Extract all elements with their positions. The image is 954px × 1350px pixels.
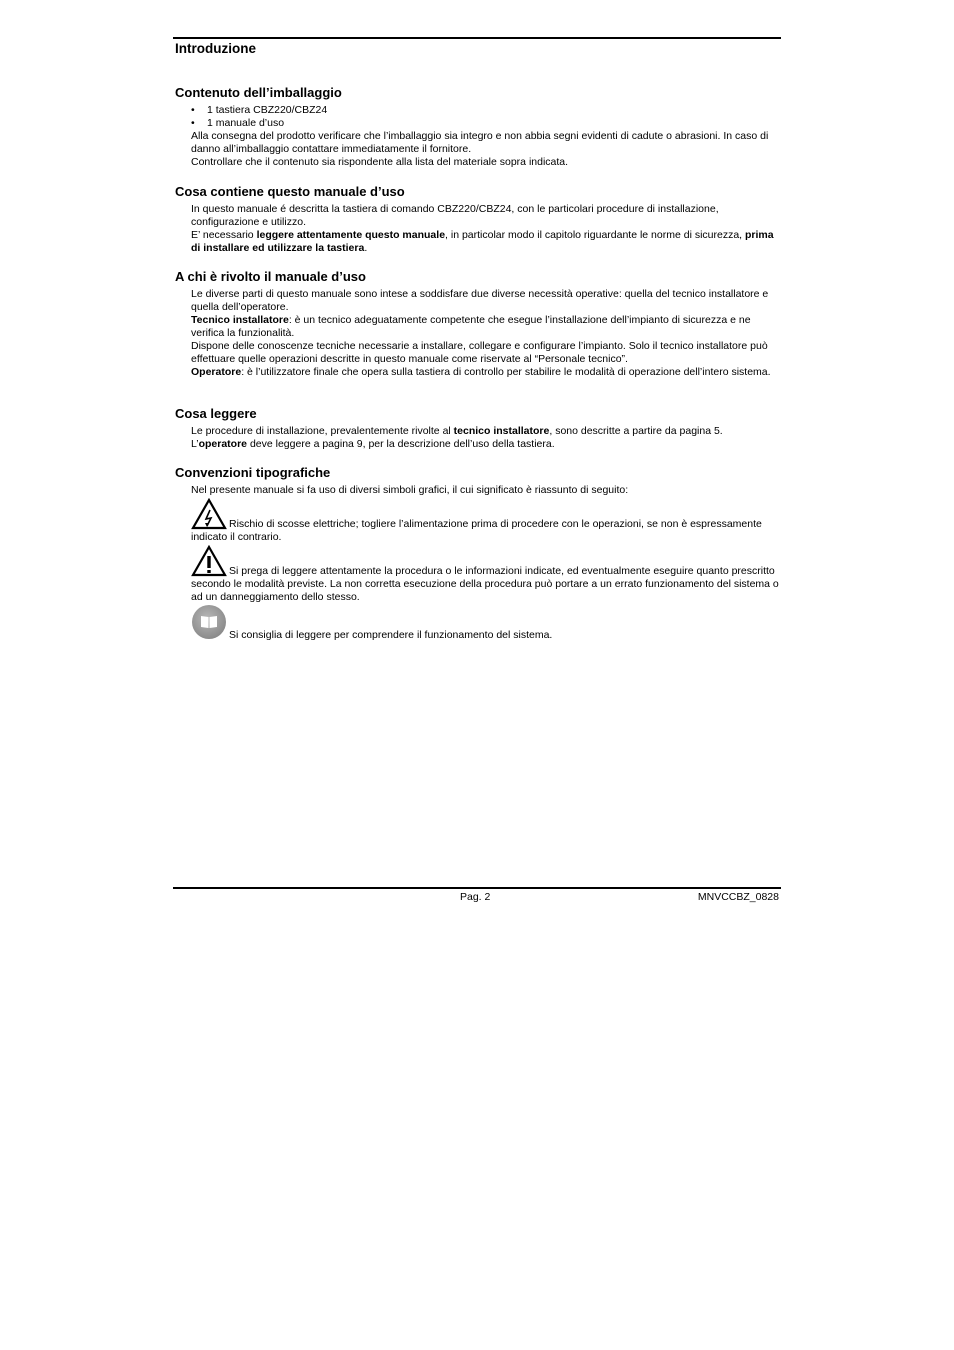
electric-shock-text: Rischio di scosse elettriche; togliere l’alimentazione prima di procedere con le operazioni, se non è espressamente indicato il contrario. — [191, 518, 762, 543]
paragraph: Le procedure di installazione, prevalentemente rivolte al tecnico installatore, sono descritte a partire da pagina 5. — [191, 425, 723, 437]
footer-rule — [173, 887, 781, 889]
section-title-manual: Cosa contiene questo manuale d’uso — [175, 184, 405, 199]
section-title-packaging: Contenuto dell’imballaggio — [175, 85, 342, 100]
book-text: Si consiglia di leggere per comprendere il funzionamento del sistema. — [229, 629, 553, 641]
paragraph: L’operatore deve leggere a pagina 9, per la descrizione dell’uso della tastiera. — [191, 438, 555, 450]
paragraph: Tecnico installatore: è un tecnico adeguatamente competente che esegue l’installazione dell’impianto di sicurezza e ne verifica la funzionalità. — [191, 314, 751, 339]
section-title-audience: A chi è rivolto il manuale d’uso — [175, 269, 366, 284]
document-code: MNVCCBZ_0828 — [697, 891, 779, 903]
paragraph: Dispone delle conoscenze tecniche necessarie a installare, collegare e configurare l’impianto. Solo il tecnico installatore può effettuare quelle operazioni descritte in questo manuale come riservate al “Personale tecnico”. — [191, 340, 768, 365]
paragraph: Operatore: è l’utilizzatore finale che opera sulla tastiera di controllo per stabilire le modalità di operazione dell’intero sistema. — [191, 366, 771, 378]
paragraph: Controllare che il contenuto sia rispondente alla lista del materiale sopra indicata. — [191, 156, 569, 168]
paragraph: E’ necessario leggere attentamente questo manuale, in particolar modo il capitolo riguardante le norme di sicurezza, prima di installare ed utilizzare la tastiera. — [191, 229, 774, 254]
warning-text: Si prega di leggere attentamente la procedura o le informazioni indicate, ed eventualmente eseguire quanto prescritto secondo le modalità previste. La non corretta esecuzione della procedura può portare a un errato funzionamento del sistema o ad un danneggiamento dello stesso. — [191, 565, 779, 603]
page-title: Introduzione — [175, 41, 256, 56]
section-title-conventions: Convenzioni tipografiche — [175, 465, 331, 480]
header-rule — [173, 37, 781, 39]
page-number: Pag. 2 — [460, 891, 491, 903]
book-icon — [191, 604, 227, 645]
section-body-manual — [191, 203, 781, 255]
paragraph: Le diverse parti di questo manuale sono intese a soddisfare due diverse necessità operative: quella del tecnico installatore e quella dell’operatore. — [191, 288, 769, 313]
list-item: • 1 manuale d’uso — [191, 117, 285, 129]
list-item: • 1 tastiera CBZ220/CBZ24 — [191, 104, 328, 116]
section-body-packaging — [191, 104, 781, 169]
paragraph: In questo manuale é descritta la tastiera di comando CBZ220/CBZ24, con le particolari procedure di installazione, configurazione e utilizzo. — [191, 203, 719, 228]
section-body-reading — [191, 425, 781, 451]
conventions-intro: Nel presente manuale si fa uso di diversi simboli grafici, il cui significato è riassunto di seguito: — [191, 484, 629, 496]
paragraph: Alla consegna del prodotto verificare che l’imballaggio sia integro e non abbia segni evidenti di cadute o abrasioni. In caso di danno all’imballaggio contattare immediatamente il fornitore. — [191, 130, 769, 155]
section-body-audience — [191, 288, 781, 379]
section-title-reading: Cosa leggere — [175, 406, 257, 421]
